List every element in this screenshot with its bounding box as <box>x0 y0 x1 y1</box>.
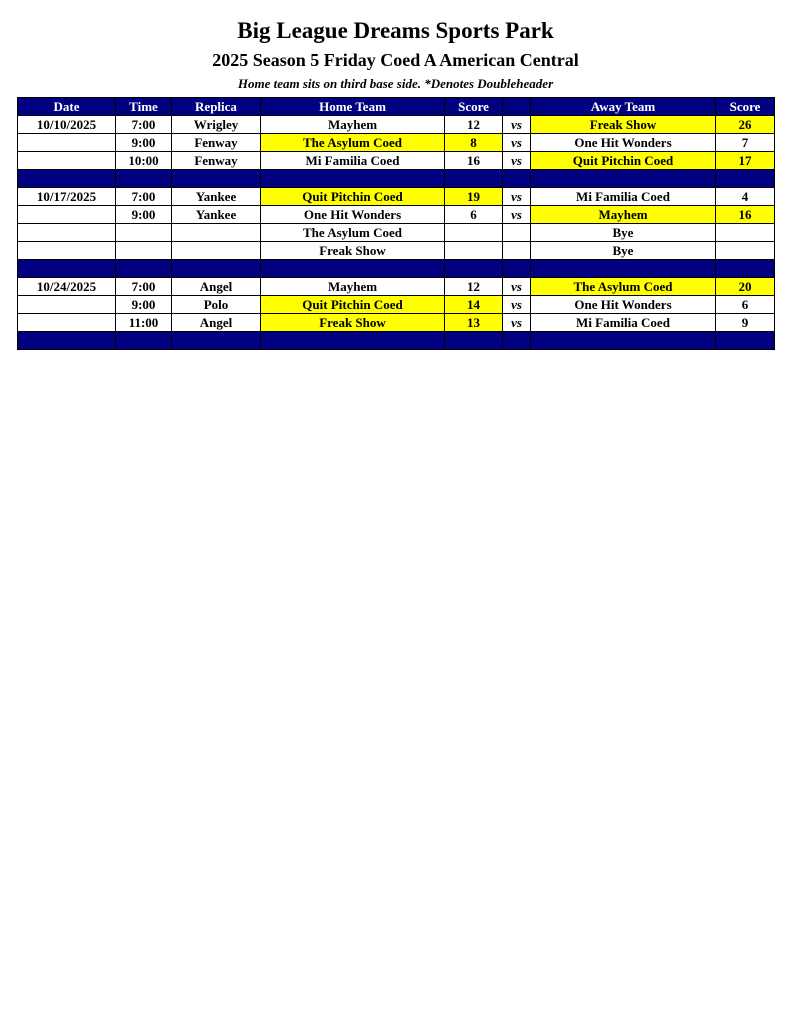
table-row <box>18 296 775 314</box>
home-score-cell: 6 <box>445 206 503 224</box>
separator-cell <box>18 260 116 278</box>
away-team-cell: One Hit Wonders <box>531 134 716 152</box>
home-team-cell: The Asylum Coed <box>261 134 445 152</box>
away-team-cell: Bye <box>531 242 716 260</box>
time-cell: 7:00 <box>116 188 172 206</box>
home-score-cell: 14 <box>445 296 503 314</box>
vs-cell: vs <box>503 152 531 170</box>
table-row <box>18 242 775 260</box>
home-team-cell: Freak Show <box>261 242 445 260</box>
replica-cell: Angel <box>172 314 261 332</box>
table-row <box>18 224 775 242</box>
date-cell: 10/17/2025 <box>18 188 116 206</box>
home-team-cell: The Asylum Coed <box>261 224 445 242</box>
replica-cell: Yankee <box>172 206 261 224</box>
away-team-cell: Mi Familia Coed <box>531 188 716 206</box>
separator-cell <box>116 260 172 278</box>
separator-cell <box>716 332 775 350</box>
home-team-cell: Mayhem <box>261 278 445 296</box>
schedule-table <box>17 97 775 350</box>
date-cell <box>18 242 116 260</box>
table-row <box>18 116 775 134</box>
away-team-cell: One Hit Wonders <box>531 296 716 314</box>
separator-row <box>18 260 775 278</box>
home-score-cell: 12 <box>445 116 503 134</box>
vs-cell: vs <box>503 116 531 134</box>
separator-cell <box>261 332 445 350</box>
time-cell: 9:00 <box>116 134 172 152</box>
vs-cell: vs <box>503 296 531 314</box>
separator-cell <box>116 332 172 350</box>
column-header-away-score: Score <box>716 98 775 116</box>
table-row <box>18 278 775 296</box>
date-cell <box>18 224 116 242</box>
page-title: Big League Dreams Sports Park <box>237 18 554 43</box>
replica-cell: Polo <box>172 296 261 314</box>
page-note: Home team sits on third base side. *Denotes Doubleheader <box>237 76 554 91</box>
table-row <box>18 206 775 224</box>
vs-cell: vs <box>503 278 531 296</box>
time-cell: 10:00 <box>116 152 172 170</box>
replica-cell <box>172 224 261 242</box>
date-cell <box>18 152 116 170</box>
separator-cell <box>531 170 716 188</box>
time-cell: 7:00 <box>116 116 172 134</box>
away-team-cell: The Asylum Coed <box>531 278 716 296</box>
date-cell <box>18 134 116 152</box>
vs-cell: vs <box>503 134 531 152</box>
replica-cell: Yankee <box>172 188 261 206</box>
separator-cell <box>445 332 503 350</box>
vs-cell <box>503 224 531 242</box>
home-score-cell: 19 <box>445 188 503 206</box>
away-score-cell: 4 <box>716 188 775 206</box>
home-score-cell: 16 <box>445 152 503 170</box>
home-team-cell: One Hit Wonders <box>261 206 445 224</box>
home-score-cell: 13 <box>445 314 503 332</box>
away-team-cell: Mi Familia Coed <box>531 314 716 332</box>
away-team-cell: Bye <box>531 224 716 242</box>
table-row <box>18 314 775 332</box>
home-team-cell: Quit Pitchin Coed <box>261 296 445 314</box>
time-cell <box>116 224 172 242</box>
separator-cell <box>261 170 445 188</box>
separator-cell <box>18 332 116 350</box>
date-cell <box>18 296 116 314</box>
home-score-cell <box>445 242 503 260</box>
home-team-cell: Mi Familia Coed <box>261 152 445 170</box>
vs-cell: vs <box>503 188 531 206</box>
home-team-cell: Quit Pitchin Coed <box>261 188 445 206</box>
column-header-date: Date <box>18 98 116 116</box>
time-cell: 11:00 <box>116 314 172 332</box>
separator-cell <box>116 170 172 188</box>
column-header-vs <box>503 98 531 116</box>
separator-cell <box>503 332 531 350</box>
away-score-cell: 20 <box>716 278 775 296</box>
date-cell: 10/24/2025 <box>18 278 116 296</box>
replica-cell: Wrigley <box>172 116 261 134</box>
separator-cell <box>716 170 775 188</box>
separator-cell <box>531 260 716 278</box>
separator-cell <box>716 260 775 278</box>
separator-cell <box>172 260 261 278</box>
away-score-cell: 9 <box>716 314 775 332</box>
away-team-cell: Freak Show <box>531 116 716 134</box>
away-score-cell: 26 <box>716 116 775 134</box>
table-row <box>18 188 775 206</box>
table-row <box>18 152 775 170</box>
separator-cell <box>261 260 445 278</box>
away-score-cell <box>716 242 775 260</box>
vs-cell: vs <box>503 206 531 224</box>
column-header-replica: Replica <box>172 98 261 116</box>
home-score-cell <box>445 224 503 242</box>
header-row <box>18 98 775 116</box>
home-score-cell: 8 <box>445 134 503 152</box>
table-row <box>18 134 775 152</box>
away-team-cell: Quit Pitchin Coed <box>531 152 716 170</box>
vs-cell <box>503 242 531 260</box>
separator-cell <box>445 260 503 278</box>
separator-cell <box>172 170 261 188</box>
away-score-cell: 7 <box>716 134 775 152</box>
replica-cell <box>172 242 261 260</box>
separator-row <box>18 332 775 350</box>
time-cell: 7:00 <box>116 278 172 296</box>
time-cell: 9:00 <box>116 206 172 224</box>
separator-cell <box>172 332 261 350</box>
away-team-cell: Mayhem <box>531 206 716 224</box>
home-score-cell: 12 <box>445 278 503 296</box>
home-team-cell: Mayhem <box>261 116 445 134</box>
separator-cell <box>531 332 716 350</box>
date-cell: 10/10/2025 <box>18 116 116 134</box>
replica-cell: Angel <box>172 278 261 296</box>
separator-cell <box>445 170 503 188</box>
page-subtitle: 2025 Season 5 Friday Coed A American Central <box>212 50 579 70</box>
separator-row <box>18 170 775 188</box>
home-team-cell: Freak Show <box>261 314 445 332</box>
replica-cell: Fenway <box>172 134 261 152</box>
away-score-cell: 16 <box>716 206 775 224</box>
away-score-cell: 6 <box>716 296 775 314</box>
separator-cell <box>503 260 531 278</box>
separator-cell <box>503 170 531 188</box>
away-score-cell: 17 <box>716 152 775 170</box>
column-header-time: Time <box>116 98 172 116</box>
column-header-home-team: Home Team <box>261 98 445 116</box>
time-cell: 9:00 <box>116 296 172 314</box>
vs-cell: vs <box>503 314 531 332</box>
replica-cell: Fenway <box>172 152 261 170</box>
separator-cell <box>18 170 116 188</box>
away-score-cell <box>716 224 775 242</box>
column-header-home-score: Score <box>445 98 503 116</box>
date-cell <box>18 314 116 332</box>
column-header-away-team: Away Team <box>531 98 716 116</box>
date-cell <box>18 206 116 224</box>
time-cell <box>116 242 172 260</box>
